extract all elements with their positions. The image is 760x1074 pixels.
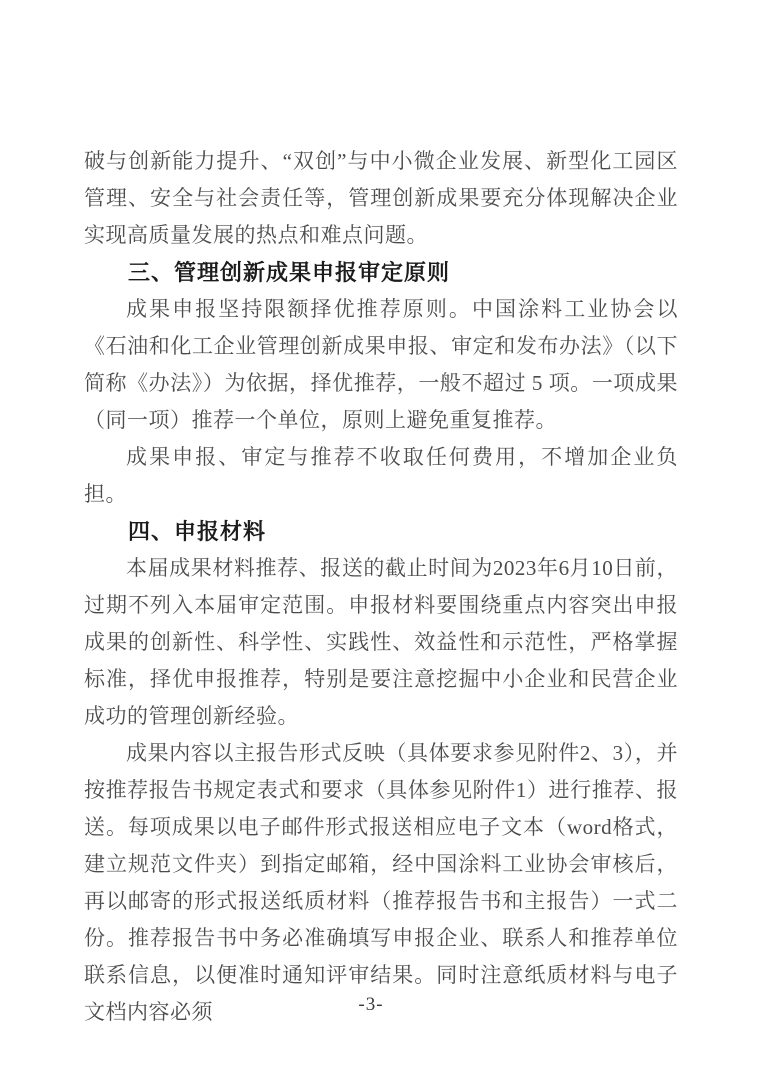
section-heading-4: 四、申报材料	[128, 519, 267, 544]
section-heading-3: 三、管理创新成果申报审定原则	[128, 260, 451, 285]
page-number: -3-	[358, 994, 384, 1015]
paragraph-continuation: 破与创新能力提升、“双创”与中小微企业发展、新型化工园区管理、安全与社会责任等，管理创新成果要充分体现解决企业实现高质量发展的热点和难点问题。	[84, 149, 678, 247]
paragraph: 成果申报、审定与推荐不收取任何费用，不增加企业负担。	[84, 445, 678, 506]
paragraph: 成果申报坚持限额择优推荐原则。中国涂料工业协会以《石油和化工企业管理创新成果申报、审定和发布办法》（以下简称《办法》）为依据，择优推荐，一般不超过 5 项。一项成果（同一项）推荐一个单位，原则上避免重复推荐。	[84, 297, 678, 432]
paragraph: 本届成果材料推荐、报送的截止时间为2023年6月10日前，过期不列入本届审定范围。申报材料要围绕重点内容突出申报成果的创新性、科学性、实践性、效益性和示范性，严格掌握标准，择优申报推荐，特别是要注意挖掘中小企业和民营企业成功的管理创新经验。	[84, 556, 678, 728]
paragraph: 成果内容以主报告形式反映（具体要求参见附件2、3），并按推荐报告书规定表式和要求（具体参见附件1）进行推荐、报送。每项成果以电子邮件形式报送相应电子文本（word格式，建立规范文件夹）到指定邮箱，经中国涂料工业协会审核后，再以邮寄的形式报送纸质材料（推荐报告书和主报告）一式二份。推荐报告书中务必准确填写申报企业、联系人和推荐单位联系信息，以便准时通知评审结果。同时注意纸质材料与电子文档内容必须	[84, 741, 678, 1024]
document-body	[84, 143, 678, 1031]
